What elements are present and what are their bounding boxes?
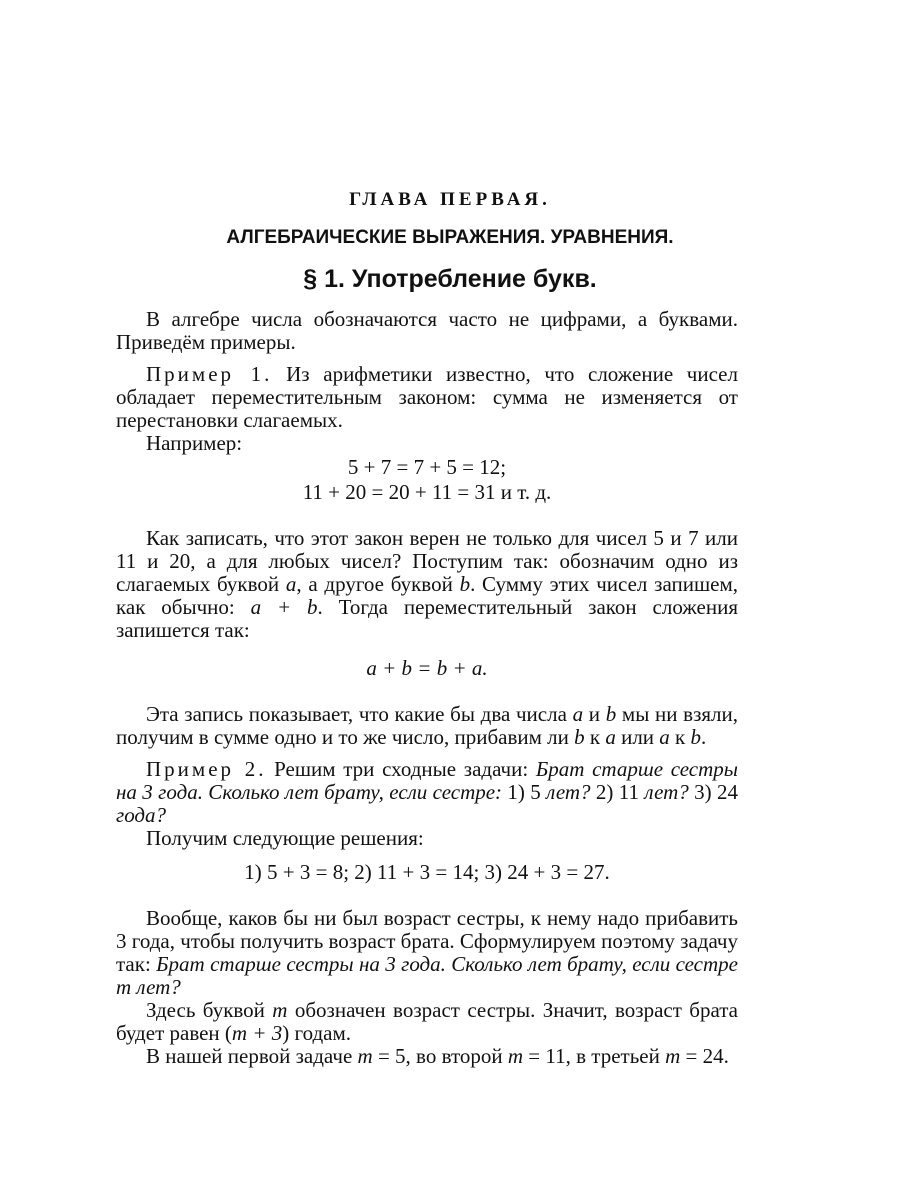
chapter-heading: ГЛАВА ПЕРВАЯ. bbox=[349, 189, 551, 210]
text-run: = 5, во второй bbox=[372, 1044, 508, 1068]
variable-m: m bbox=[507, 1044, 524, 1068]
text-run: В нашей первой задаче bbox=[146, 1044, 358, 1068]
text-run: ) годам. bbox=[282, 1021, 352, 1045]
text-run: 3) 24 bbox=[688, 780, 739, 804]
text-run: к bbox=[669, 725, 691, 749]
paragraph-intro: В алгебре числа обозначаются часто не цифрами, а буквами. Приведём примеры. bbox=[116, 307, 738, 354]
paragraph-for-example: Например: bbox=[146, 431, 243, 455]
text-run: обозначен возраст сестры. Значит, возраст брата будет равен ( bbox=[116, 998, 738, 1045]
example-text: Из арифметики известно, что сложение чисел обладает переместительным законом: сумма не изменяется от перестановки слагаемых. bbox=[116, 362, 738, 432]
formula-commutative: a + b = b + a. bbox=[366, 656, 488, 680]
task-text: Брат старше сестры на 3 года. Сколько лет брату, если сестре m лет? bbox=[116, 952, 738, 999]
paragraph-example-1 bbox=[116, 363, 738, 432]
text-run: Эта запись показывает, что какие бы два числа bbox=[146, 702, 573, 726]
text-run: . Тогда переместительный закон сложения запишется так: bbox=[116, 595, 738, 642]
text-run: Как записать, что этот закон верен не только для чисел 5 и 7 или 11 и 20, а для любых чисел? Поступим так: обозначим одно из слагаемых буквой bbox=[116, 526, 738, 596]
expression-sum: a + b bbox=[250, 595, 318, 619]
task-text: лет? bbox=[546, 780, 591, 804]
paragraph-generalization bbox=[116, 907, 738, 999]
variable-b: b bbox=[459, 572, 471, 596]
variable-m: m bbox=[272, 998, 288, 1022]
variable-m: m bbox=[665, 1044, 681, 1068]
variable-b: b bbox=[605, 702, 617, 726]
text-run: мы ни взяли, получим в сумме одно и то же число, прибавим ли bbox=[116, 702, 738, 749]
text-run: = 24. bbox=[680, 1044, 729, 1068]
paragraph-solutions: Получим следующие решения: bbox=[146, 826, 424, 850]
paragraph-explanation bbox=[116, 703, 738, 749]
text-run: . bbox=[701, 725, 707, 749]
text-run: и bbox=[583, 702, 606, 726]
variable-a: a bbox=[572, 702, 584, 726]
variable-a: a bbox=[659, 725, 670, 749]
text-run: Вообще, каков бы ни был возраст сестры, к нему надо прибавить 3 года, чтобы получить возраст брата. Сформулируем поэтому задачу так: bbox=[116, 906, 738, 976]
text-run: . Сумму этих чисел запишем, как обычно: bbox=[116, 572, 738, 619]
variable-a: a bbox=[605, 725, 616, 749]
expression-m-plus-3: m + 3 bbox=[231, 1021, 283, 1045]
task-text: лет? bbox=[644, 780, 689, 804]
example-label: Пример 1. bbox=[146, 362, 273, 386]
paragraph-values-m bbox=[116, 1045, 738, 1068]
text-run: или bbox=[615, 725, 660, 749]
formula-numbers-1: 5 + 7 = 7 + 5 = 12; bbox=[347, 455, 507, 479]
text-run: к bbox=[584, 725, 606, 749]
text-run: 2) 11 bbox=[590, 780, 645, 804]
variable-m: m bbox=[357, 1044, 373, 1068]
paragraph-general-law bbox=[116, 527, 738, 642]
variable-a: a bbox=[285, 572, 297, 596]
text-run: , а другое буквой bbox=[296, 572, 460, 596]
task-text: Брат старше сестры на 3 года. Сколько лет брату, если сестре: bbox=[116, 757, 739, 804]
section-title: § 1. Употребление букв. bbox=[303, 265, 597, 293]
variable-b: b bbox=[574, 725, 585, 749]
task-text: года? bbox=[116, 803, 167, 827]
page-body bbox=[116, 308, 738, 1068]
chapter-title: АЛГЕБРАИЧЕСКИЕ ВЫРАЖЕНИЯ. УРАВНЕНИЯ. bbox=[226, 227, 674, 248]
paragraph-example-2 bbox=[116, 758, 738, 827]
text-run: Здесь буквой bbox=[146, 998, 273, 1022]
text-run: 1) 5 bbox=[502, 780, 547, 804]
text-run: Решим три сходные задачи: bbox=[266, 757, 536, 781]
paragraph-variable-m bbox=[116, 999, 738, 1045]
variable-b: b bbox=[690, 725, 701, 749]
formula-numbers-2: 11 + 20 = 20 + 11 = 31 и т. д. bbox=[302, 480, 552, 504]
example-label: Пример 2. bbox=[146, 757, 267, 781]
text-run: = 11, в третьей bbox=[523, 1044, 666, 1068]
formula-solutions: 1) 5 + 3 = 8; 2) 11 + 3 = 14; 3) 24 + 3 = 27. bbox=[244, 860, 610, 884]
